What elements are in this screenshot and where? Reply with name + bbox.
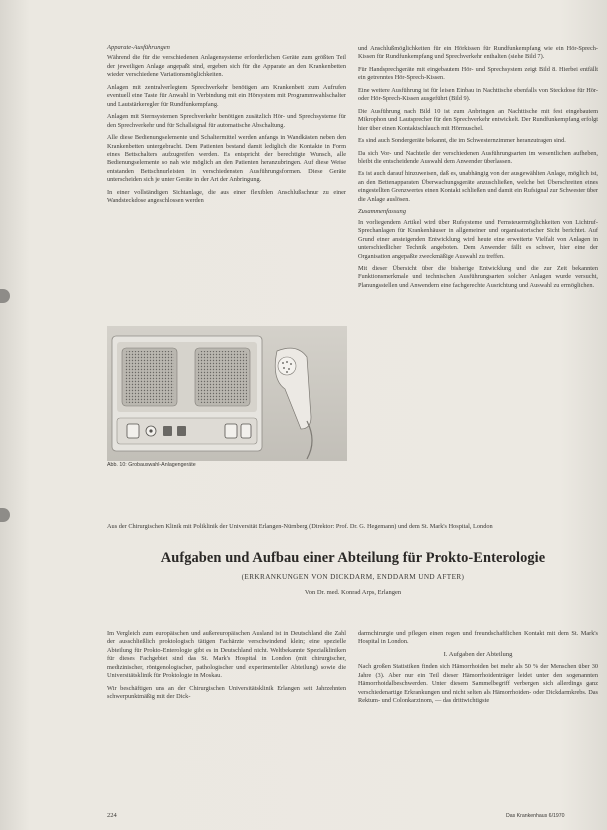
paragraph: Da sich Vor- und Nachteile der verschiedenen Ausführungsarten im wesentlichen aufheben, bleibt die entscheidende Auswahl dem Anwender überlassen.	[358, 149, 598, 165]
paragraph: Für Handsprechgeräte mit eingebautem Hör- und Sprechsystem zeigt Bild 8. Hierbei entfällt ein getrenntes Hör-Sprech-Kissen.	[358, 65, 598, 82]
paragraph: Eine weitere Ausführung ist für leisen Einbau in Nachttische ebenfalls von Steckdose für Hör- oder Hör-Sprech-Kissen ausgeführt (Bild 9).	[358, 86, 598, 103]
bedside-panel-photo	[107, 326, 347, 461]
paragraph: Die Ausführung nach Bild 10 ist zum Anbringen an Nachttische mit fest eingebautem Mikrophon und Lautsprecher für den Sprechverkehr entwickelt. Der Rundfunkempfang erfolgt hier über einen Kontaktschlauch mit Hörmuschel.	[358, 107, 598, 132]
paragraph: Nach großen Statistiken finden sich Hämorrhoiden bei mehr als 50 % der Menschen über 30 Jahre (3). Aber nur ein Teil dieser Hämorrhoidenträger leidet unter den sogenannten Hämorrhoidalbeschwerden. Unter diesem Sammelbegriff verbergen sich allerdings ganz verschiedenartige Erkrankungen und nicht selten als Hämorrhoiden- oder Dickdarmkrebs. Das Rektum- und Colonkarzinom, — das drittwichtigste	[358, 663, 598, 705]
control-strip	[117, 418, 257, 444]
section-heading: I. Aufgaben der Abteilung	[443, 650, 513, 658]
paragraph: Anlagen mit zentralverlegtem Sprechverkehr benötigen am Krankenbett zum Aufrufen eventuell eine Taste für Anwahl in Verbindung mit ein Hörsystem mit Programmwahlschalter und Lautstärkeregler für Rundfunkempfang.	[107, 83, 346, 108]
page-number: 224	[107, 812, 117, 819]
paragraph: Anlagen mit Sternsystemen Sprechverkehr benötigen zusätzlich Hör- und Sprechsysteme für den Sprechverkehr und für Schallsignal für automatische Abschaltung.	[107, 113, 346, 129]
section-heading: Apparate-Ausführungen	[107, 44, 170, 51]
binder-hole	[0, 508, 10, 522]
speaker-grille-left	[122, 348, 177, 406]
bottom-left-column	[107, 630, 346, 706]
speaker-grille-right	[195, 348, 250, 406]
section-heading: Zusammenfassung	[358, 208, 407, 216]
paragraph: darmchirurgie und pflegen einen regen und freundschaftlichen Kontakt mit dem St. Mark's Hospital in London.	[358, 630, 598, 646]
left-column	[107, 44, 346, 210]
article-author: Von Dr. med. Konrad Arps, Erlangen	[304, 589, 402, 596]
paragraph: und Anschlußmöglichkeiten für ein Hörkissen für Rundfunkempfang wie ein Hör-Sprech-Kissen für Rundfunkempfang und Sprechverkehr enthalten (siehe Bild 7).	[358, 45, 598, 61]
paragraph: Es sind auch Sondergeräte bekannt, die im Schwesternzimmer heranzutragen sind.	[358, 137, 566, 145]
paragraph: Während die für die verschiedenen Anlagensysteme erforderlichen Geräte zum größten Teil der jeweiligen Anlage angepaßt sind, ergeben sich für die Apparate an den Krankenbetten wieder verschiedene Variationsmöglichkeiten.	[107, 54, 346, 79]
binder-hole	[0, 289, 10, 303]
paragraph: Wir beschäftigen uns an der Chirurgischen Universitätsklinik Erlangen seit Jahrzehnten schwerpunktmäßig mit der Dick-	[107, 684, 346, 701]
journal-footer: Das Krankenhaus 6/1970	[506, 813, 565, 819]
paragraph: Alle diese Bedienungselemente und Schaltermittel werden anfangs in Wandkästen neben den Krankenbetten untergebracht. Dem Patienten bestand damit lediglich die Kontakte in Form eines Bettschalters aufzugreifen werden. Es entspricht der berechtigte Wunsch, alle Bedienungselemente so nah wie möglich an den Patienten heranzubringen. Auf diese Weise entstanden Bettschnurleisten in verschiedensten Ausführungsformen. Diese Geräte unterscheiden sich je unter Geräte in der Art der Anbringung.	[107, 134, 346, 184]
right-column	[358, 45, 598, 294]
paragraph: Im Vergleich zum europäischen und außereuropäischen Ausland ist in Deutschland die Zahl der ausschließlich proktologisch tätigen Fachärzte verschwindend klein; eine spezielle Abteilung für Prokto-Enterologie gibt es in Deutschland nicht. Weltbekannte Spezialkliniken für dieses Fachgebiet sind das St. Mark's Hospital in London (mit chirurgischer, medizinischer, röntgenologischer, pathologischer und experimenteller Abteilung) sowie die Universitätsklinik für Proktologie in Moskau.	[107, 630, 346, 680]
affiliation: Aus der Chirurgischen Klinik mit Poliklinik der Universität Erlangen-Nürnberg (Direktor: Prof. Dr. G. Hegemann) und dem St. Mark's Hospital, London	[107, 523, 493, 530]
paragraph: In einer vollständigen Sichtanlage, die aus einer flexiblen Anschlußschnur zu einer Wandsteckdose angeschlossen werden	[107, 188, 346, 205]
paragraph: In vorliegendem Artikel wird über Rufsysteme und Fernsteuermöglichkeiten von Lichtruf-Sprechanlagen für Krankenhäuser in allgemeiner und organisatorischer Sicht berichtet. Auf Grund einer ansteigenden Entwicklung wird heute eine erweiterte Vielfalt von Anlagen in unterschiedlicher Technik angeboten. Dem Anwender fällt es schwer, hier eine der Organisation angepaßte zweckmäßige Auswahl zu treffen.	[358, 218, 598, 260]
bottom-right-column	[358, 630, 598, 710]
article-subtitle: (ERKRANKUNGEN VON DICKDARM, ENDDARM UND AFTER)	[241, 573, 465, 581]
paragraph: Mit dieser Übersicht über die bisherige Entwicklung und die zur Zeit bekannten Funktionsmerkmale und technischen Ausführungsarten solcher Anlagen wurde versucht, Planungsstellen und Anwendern eine fachgerechte Ausrichtung und Auswahl zu ermöglichen.	[358, 264, 598, 289]
figure-caption: Abb. 10: Grobauswahl-Anlagengeräte	[107, 462, 196, 468]
article-title: Aufgaben und Aufbau einer Abteilung für Prokto-Enterologie	[160, 550, 546, 566]
paragraph: Es ist auch darauf hinzuweisen, daß es, unabhängig von der ausgewählten Anlage, möglich ist, an den Bettenapparaten Überwachungsgeräte anzuschließen, welche bei Überschreiten eines eingestellten Grenzwertes einen Kontakt schließen und damit ein Rufsignal zur Schwester über die Anlage auslösen.	[358, 170, 598, 203]
